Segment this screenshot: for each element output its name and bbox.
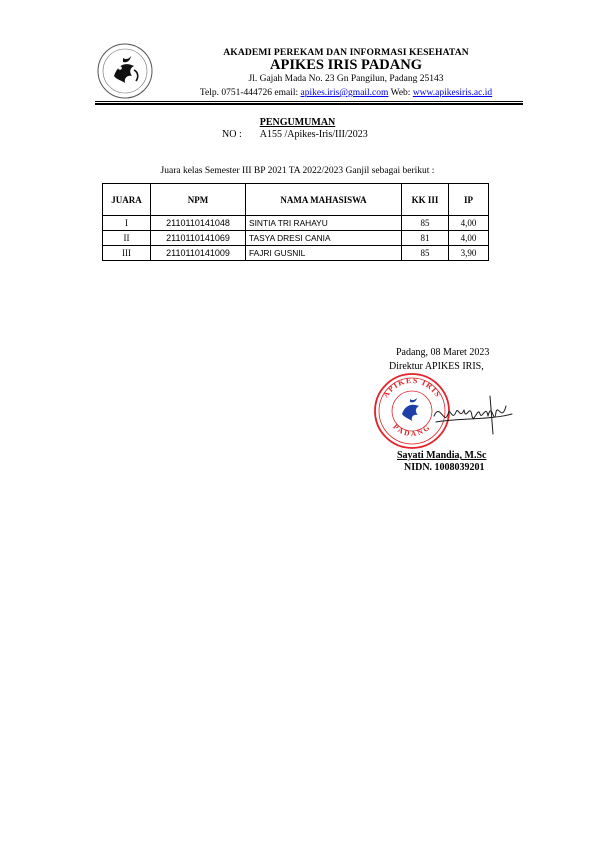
place-date: Padang, 08 Maret 2023 — [396, 347, 490, 358]
number-label: NO : — [222, 129, 242, 140]
institution-line: AKADEMI PEREKAM DAN INFORMASI KESEHATAN — [223, 47, 469, 58]
header-nama: NAMA MAHASISWA — [246, 184, 402, 216]
cell-kk: 81 — [402, 231, 449, 246]
cell-nama: FAJRI GUSNIL — [246, 246, 402, 261]
institution-name: APIKES IRIS PADANG — [269, 57, 422, 73]
cell-npm: 2110110141069 — [151, 231, 246, 246]
header-ip: IP — [449, 184, 489, 216]
apikes-iris-logo-icon — [96, 42, 154, 100]
letterhead-divider-thin — [95, 101, 523, 102]
table-header-row — [103, 184, 489, 216]
svg-text:PADANG: PADANG — [391, 421, 433, 439]
header-juara: JUARA — [103, 184, 151, 216]
table-row — [103, 231, 489, 246]
signer-name: Sayati Mandia, M.Sc — [397, 450, 487, 461]
cell-ip: 4,00 — [449, 216, 489, 231]
email-link[interactable]: apikes.iris@gmail.com — [300, 88, 389, 98]
cell-juara: III — [103, 246, 151, 261]
table-row — [103, 246, 489, 261]
handwritten-signature-icon — [430, 392, 516, 438]
cell-juara: I — [103, 216, 151, 231]
phone-text: Telp. 0751-444726 email: — [199, 88, 301, 98]
cell-ip: 3,90 — [449, 246, 489, 261]
announcement-number — [222, 129, 368, 140]
table-row — [103, 216, 489, 231]
cell-kk: 85 — [402, 216, 449, 231]
letterhead-divider-thick — [95, 103, 523, 105]
cell-kk: 85 — [402, 246, 449, 261]
contact-line — [150, 88, 542, 98]
number-value: A155 /Apikes-Iris/III/2023 — [259, 129, 368, 140]
svg-text:APIKES IRIS: APIKES IRIS — [381, 375, 443, 400]
champions-table — [102, 183, 489, 261]
cell-npm: 2110110141009 — [151, 246, 246, 261]
cell-ip: 4,00 — [449, 231, 489, 246]
cell-npm: 2110110141048 — [151, 216, 246, 231]
institution-address: Jl. Gajah Mada No. 23 Gn Pangilun, Padang 25143 — [248, 74, 444, 84]
cell-nama: SINTIA TRI RAHAYU — [246, 216, 402, 231]
signer-id: NIDN. 1008039201 — [404, 462, 485, 473]
cell-nama: TASYA DRESI CANIA — [246, 231, 402, 246]
signer-position: Direktur APIKES IRIS, — [389, 361, 484, 372]
header-kk: KK III — [402, 184, 449, 216]
cell-juara: II — [103, 231, 151, 246]
web-label: Web: — [388, 88, 413, 98]
announcement-title: PENGUMUMAN — [259, 117, 336, 128]
header-npm: NPM — [151, 184, 246, 216]
announcement-intro: Juara kelas Semester III BP 2021 TA 2022/2023 Ganjil sebagai berikut : — [160, 166, 435, 176]
website-link[interactable]: www.apikesiris.ac.id — [412, 88, 493, 98]
